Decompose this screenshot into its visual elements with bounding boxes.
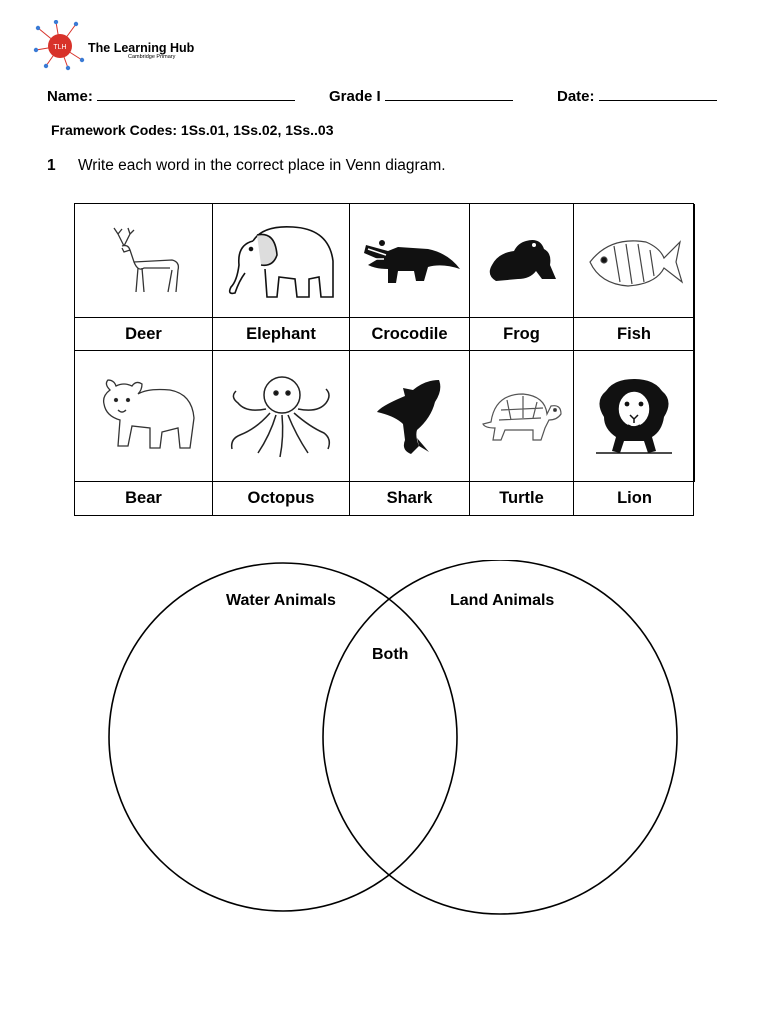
date-label: Date: [557,88,595,105]
grid-image-cell [470,351,574,482]
grid-image-cell [574,204,695,318]
frog-icon [486,235,558,287]
grade-label: Grade I [329,88,381,105]
logo-subtitle: Cambridge Primary [128,54,176,60]
animal-label-lion: Lion [617,489,652,507]
name-blank[interactable] [97,88,295,101]
animal-label-crocodile: Crocodile [371,324,448,343]
grid-label-cell [213,482,350,515]
grid-label-cell [350,482,470,515]
grade-field[interactable] [329,88,513,105]
grid-image-cell [350,351,470,482]
grid-image-cell [350,204,470,318]
grid-label-cell [470,482,574,515]
lion-icon [592,377,676,455]
animal-label-bear: Bear [125,489,162,507]
grid-image-cell [470,204,574,318]
animal-label-shark: Shark [386,489,433,507]
logo-title: The Learning Hub [88,41,195,55]
animal-label-turtle: Turtle [499,489,544,507]
grid-image-cell [574,351,695,482]
animal-label-deer: Deer [125,324,162,343]
logo-badge: TLH [53,44,67,51]
question-text: Write each word in the correct place in Venn diagram. [77,157,446,174]
name-label: Name: [47,88,93,105]
octopus-icon [226,373,336,459]
shark-icon [375,376,445,456]
grid-image-cell [213,351,350,482]
venn-diagram [100,560,690,920]
fish-icon [584,228,684,294]
venn-circle-water[interactable] [109,563,457,911]
animal-label-frog: Frog [503,324,540,343]
animal-grid [74,203,694,516]
grid-label-cell [574,482,695,515]
framework-codes: Framework Codes: 1Ss.01, 1Ss.02, 1Ss..03 [51,122,334,138]
grid-label-cell [470,318,574,351]
logo [32,20,202,72]
date-blank[interactable] [599,88,717,101]
logo-mark-icon [32,20,92,72]
deer-icon [94,226,194,296]
grid-image-cell [75,204,213,318]
date-field[interactable] [557,88,717,105]
elephant-icon [223,221,339,301]
grid-label-cell [350,318,470,351]
grid-image-cell [75,351,213,482]
animal-label-octopus: Octopus [247,489,315,507]
grade-blank[interactable] [385,88,513,101]
grid-label-cell [75,318,213,351]
animal-label-elephant: Elephant [246,324,316,343]
name-field[interactable] [47,88,295,105]
venn-label-water: Water Animals [226,592,336,609]
grid-label-cell [213,318,350,351]
question-1 [47,157,446,175]
grid-image-cell [213,204,350,318]
question-number: 1 [47,157,56,174]
bear-icon [90,376,198,456]
grid-label-cell [75,482,213,515]
venn-label-both: Both [372,646,409,663]
venn-label-land: Land Animals [450,592,555,609]
venn-circle-land[interactable] [323,560,677,914]
grid-label-cell [574,318,695,351]
turtle-icon [481,384,563,448]
crocodile-icon [358,229,462,293]
animal-label-fish: Fish [617,324,651,343]
